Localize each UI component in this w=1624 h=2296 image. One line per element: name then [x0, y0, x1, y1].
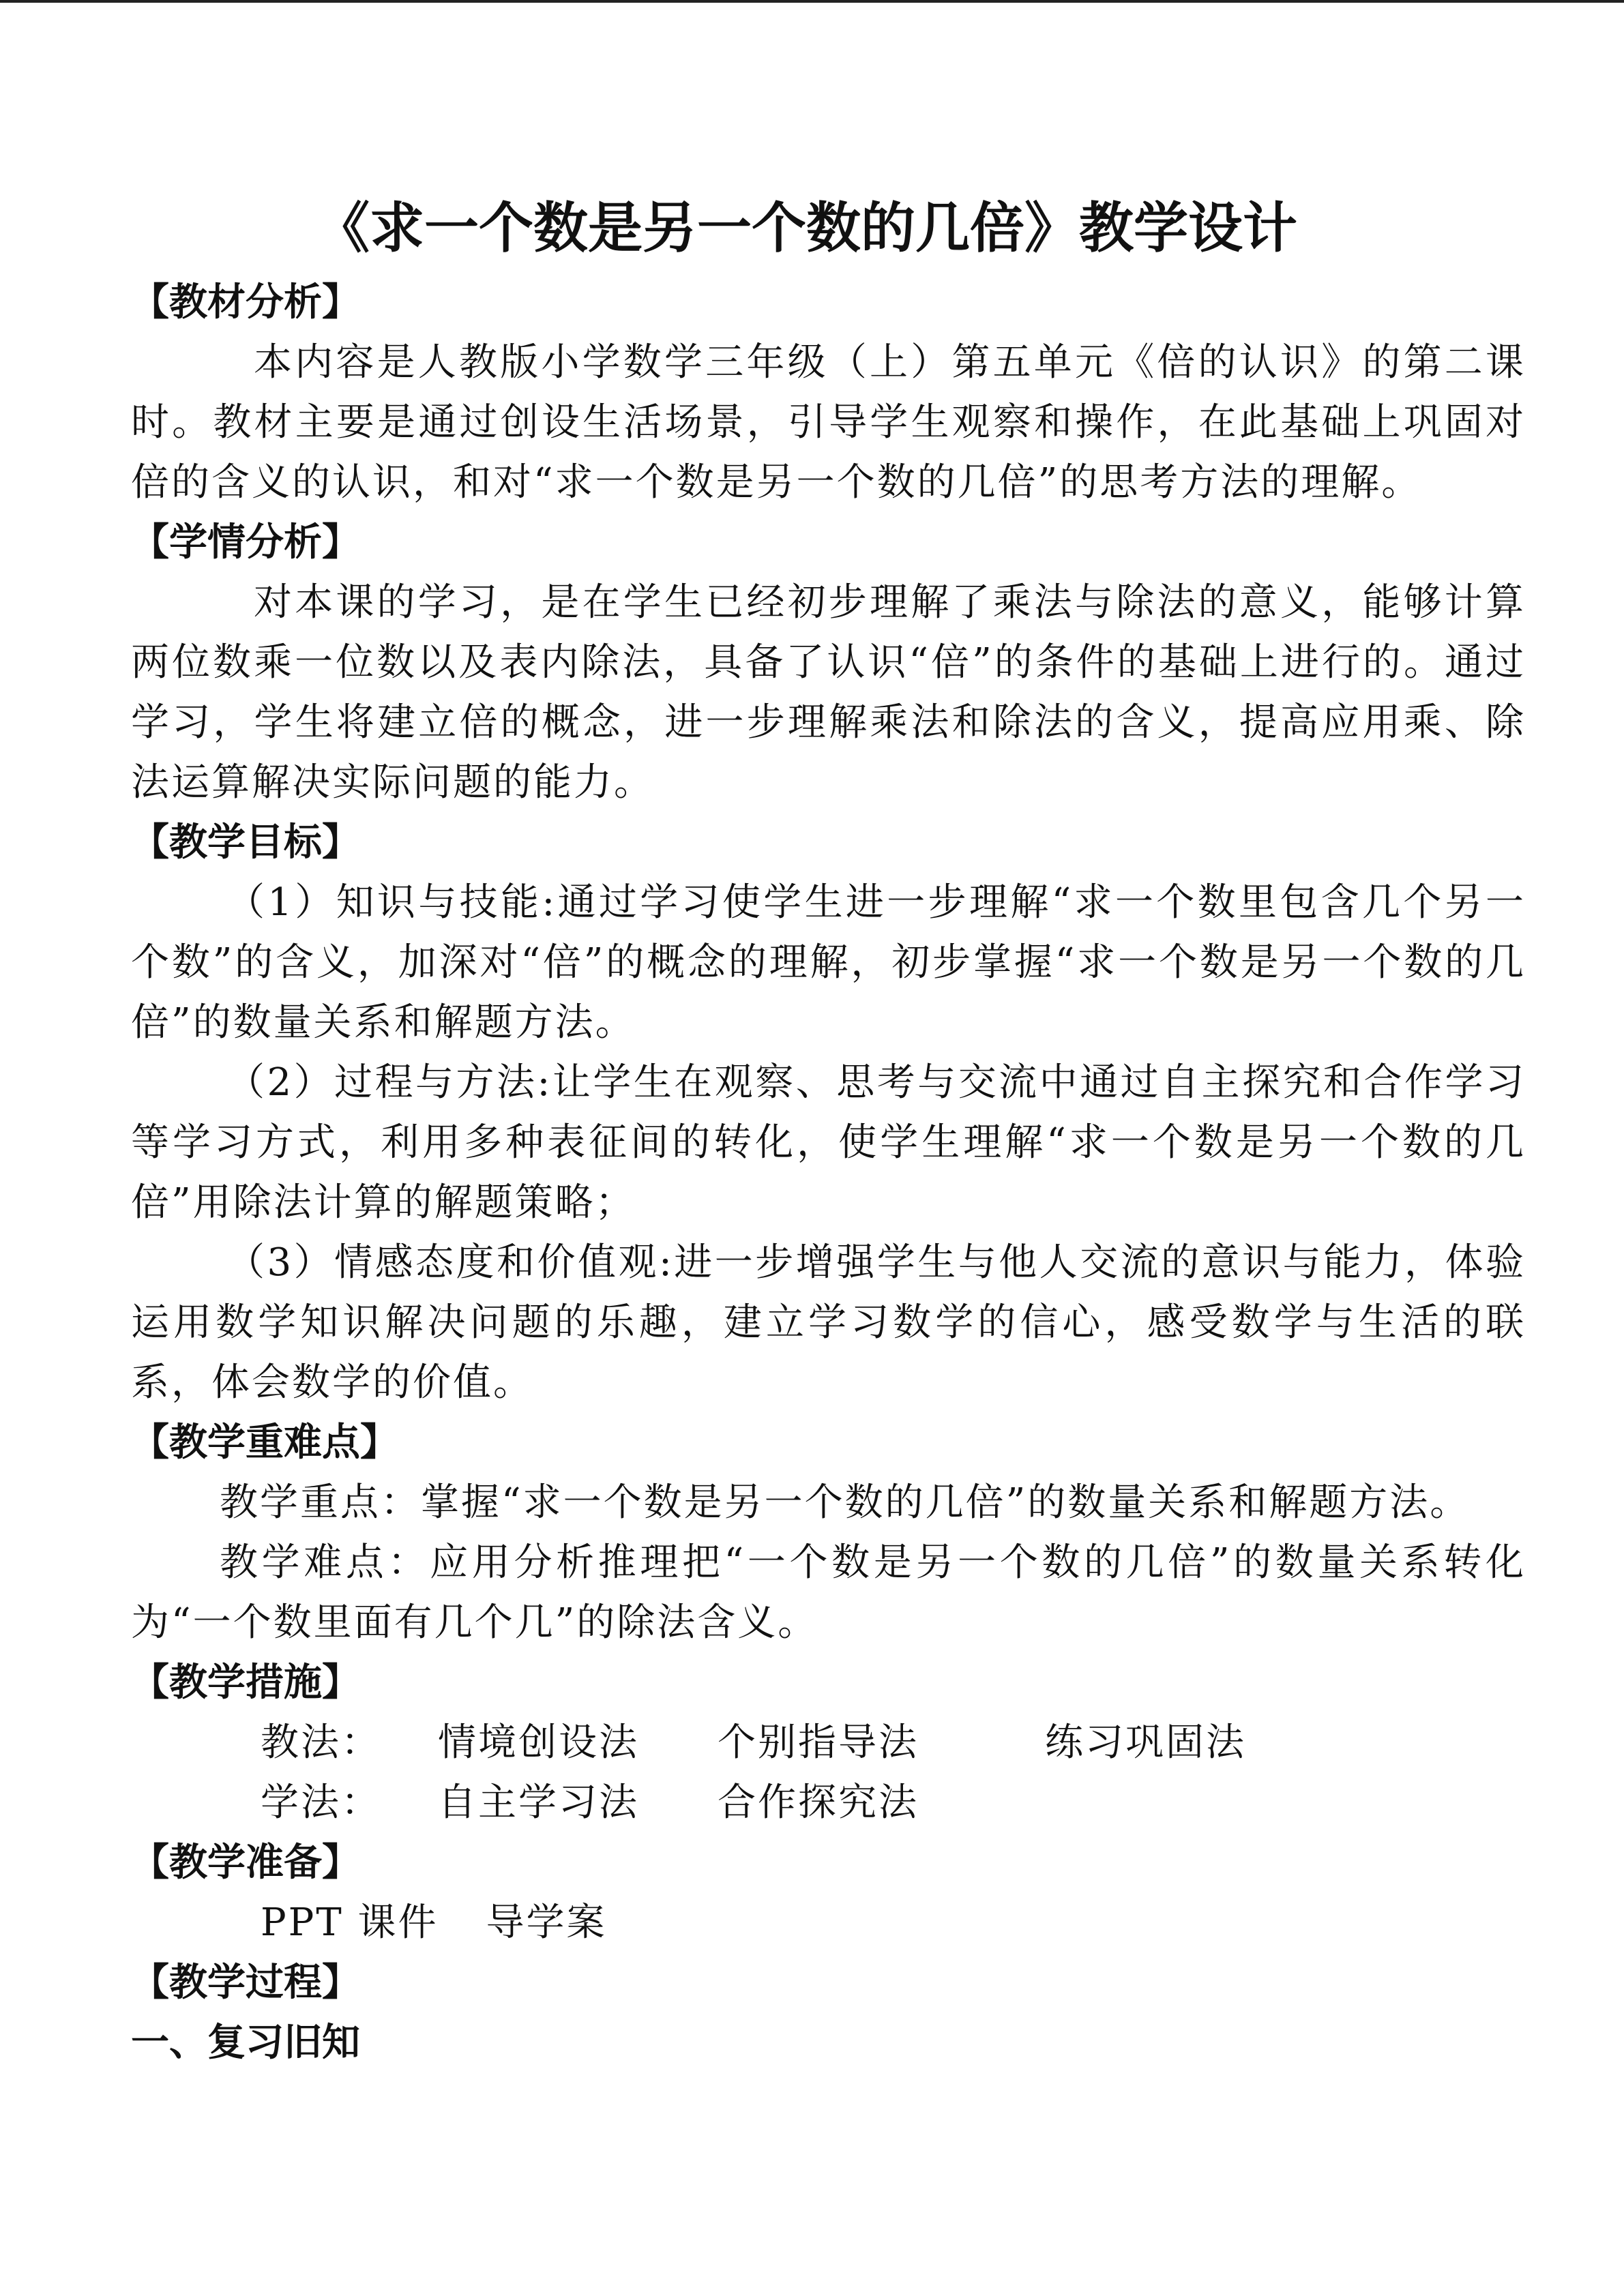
learning-methods-row [131, 1773, 1526, 1833]
teaching-method-2: 个别指导法 [718, 1720, 919, 1765]
preparation-items [131, 1893, 1526, 1953]
teaching-method-3: 练习巩固法 [1045, 1720, 1246, 1765]
process-heading: 【教学过程】 [131, 1960, 360, 2005]
preparation-item-guide: 导学案 [486, 1900, 607, 1945]
document-page [131, 184, 1526, 2073]
material-text: 本内容是人教版小学数学三年级（上）第五单元《倍的认识》的第二课时。教材主要是通过创设生活场景，引导学生观察和操作，在此基础上巩固对倍的含义的认识，和对“求一个数是另一个数的几倍”的思考方法的理解。 [131, 340, 1526, 505]
students-heading: 【学情分析】 [131, 520, 360, 565]
goal-item-1: （1）知识与技能:通过学习使学生进一步理解“求一个数里包含几个另一个数”的含义，加深对“倍”的概念的理解，初步掌握“求一个数是另一个数的几倍”的数量关系和解题方法。 [131, 880, 1526, 1045]
teaching-methods-label: 教法： [261, 1720, 381, 1765]
learning-method-2: 合作探究法 [718, 1780, 919, 1825]
students-text: 对本课的学习，是在学生已经初步理解了乘法与除法的意义，能够计算两位数乘一位数以及表内除法，具备了认识“倍”的条件的基础上进行的。通过学习，学生将建立倍的概念，进一步理解乘法和除法的含义，提高应用乘、除法运算解决实际问题的能力。 [131, 580, 1526, 805]
learning-methods-label: 学法： [261, 1780, 381, 1825]
process-step-1: 一、复习旧知 [131, 2021, 360, 2065]
document-title: 《求一个数是另一个数的几倍》教学设计 [315, 196, 1297, 260]
learning-method-1: 自主学习法 [438, 1780, 639, 1825]
preparation-item-ppt: PPT 课件 [261, 1900, 439, 1945]
key-points-heading: 【教学重难点】 [131, 1420, 398, 1465]
material-heading: 【教材分析】 [131, 280, 360, 325]
page-top-border [0, 0, 1624, 3]
goal-item-3: （3）情感态度和价值观:进一步增强学生与他人交流的意识与能力，体验运用数学知识解决问题的乐趣，建立学习数学的信心，感受数学与生活的联系，体会数学的价值。 [131, 1240, 1526, 1405]
teaching-methods-row [131, 1713, 1526, 1773]
goals-heading: 【教学目标】 [131, 820, 360, 865]
key-point-text: 教学重点：掌握“求一个数是另一个数的几倍”的数量关系和解题方法。 [220, 1480, 1471, 1525]
preparation-heading: 【教学准备】 [131, 1840, 360, 1885]
goal-item-2: （2）过程与方法:让学生在观察、思考与交流中通过自主探究和合作学习等学习方式，利用多种表征间的转化，使学生理解“求一个数是另一个数的几倍”用除法计算的解题策略； [131, 1060, 1526, 1225]
teaching-method-1: 情境创设法 [438, 1720, 639, 1765]
measures-heading: 【教学措施】 [131, 1660, 360, 1705]
difficult-point-text: 教学难点：应用分析推理把“一个数是另一个数的几倍”的数量关系转化为“一个数里面有几个几”的除法含义。 [131, 1540, 1526, 1645]
